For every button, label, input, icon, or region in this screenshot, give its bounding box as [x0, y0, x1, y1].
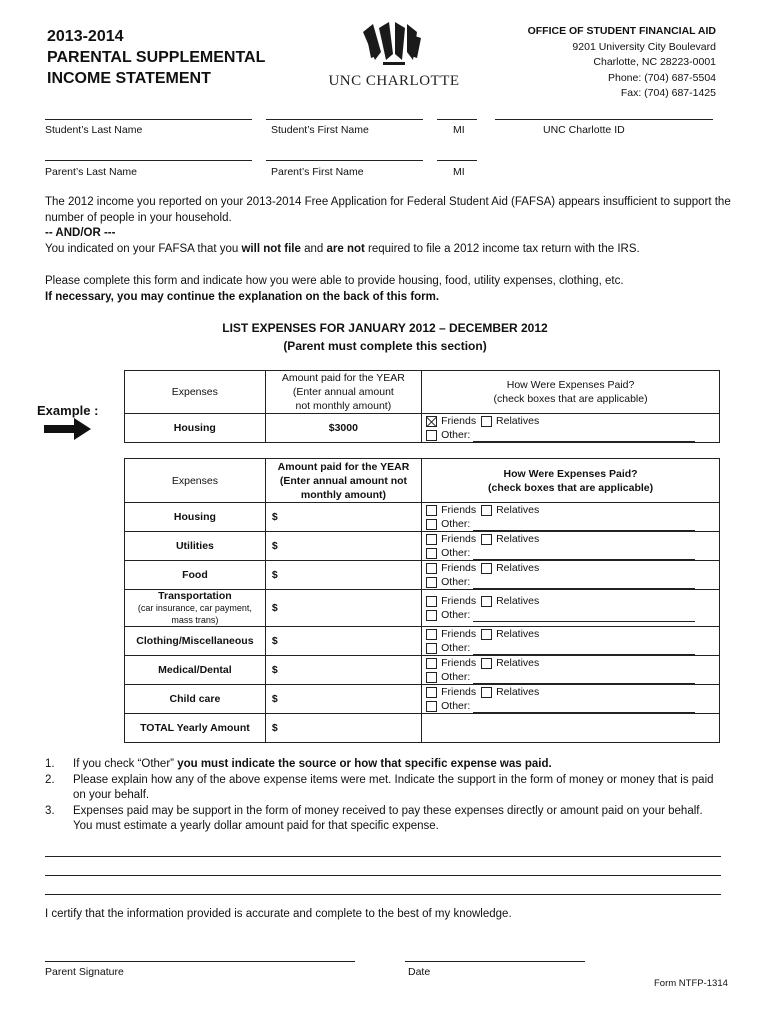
example-row-amount: $3000	[265, 414, 422, 443]
other-label: Other:	[441, 609, 471, 621]
relatives-label: Relatives	[496, 595, 540, 607]
student-id-field[interactable]	[495, 119, 713, 120]
header-amount: Amount paid for the YEAR (Enter annual amount not monthly amount)	[265, 459, 421, 503]
other-input[interactable]	[473, 672, 695, 684]
explanation-line-3[interactable]	[45, 894, 721, 895]
payment-source-cell	[422, 685, 720, 714]
amount-input[interactable]: $	[265, 656, 421, 685]
other-label: Other:	[441, 576, 471, 588]
explanation-line-1[interactable]	[45, 856, 721, 857]
expense-name-cell	[125, 656, 266, 685]
student-mi-label: MI	[453, 124, 465, 136]
amount-input[interactable]: $	[265, 503, 421, 532]
intro-paragraph-4: If necessary, you may continue the explanation on the back of this form.	[45, 290, 440, 303]
parent-signature-field[interactable]	[45, 961, 355, 962]
instruction-list	[45, 757, 725, 835]
expense-row	[125, 503, 720, 532]
parent-mi-label: MI	[453, 166, 465, 178]
friends-checkbox[interactable]	[426, 687, 437, 698]
friends-label: Friends	[441, 686, 477, 698]
section-heading-1: LIST EXPENSES FOR JANUARY 2012 – DECEMBER 2012	[222, 321, 548, 335]
other-checkbox[interactable]	[426, 672, 437, 683]
friends-label: Friends	[441, 628, 477, 640]
expense-row	[125, 656, 720, 685]
section-heading	[0, 319, 770, 355]
relatives-checkbox[interactable]	[481, 687, 492, 698]
other-checkbox[interactable]	[426, 519, 437, 530]
parent-first-name-label: Parent’s First Name	[271, 166, 364, 178]
other-input[interactable]	[473, 643, 695, 655]
unc-charlotte-logo	[324, 22, 464, 90]
expense-subtext: (car insurance, car payment, mass trans)	[137, 603, 252, 625]
payment-source-cell	[422, 590, 720, 627]
example-table	[124, 370, 720, 443]
relatives-checkbox[interactable]	[481, 658, 492, 669]
title-line-3: INCOME STATEMENT	[47, 70, 211, 87]
example-header-paid: How Were Expenses Paid? (check boxes that are applicable)	[422, 371, 720, 414]
example-arrow	[44, 417, 92, 446]
instruction-3: 3. Expenses paid may be support in the form of money received to pay these expenses directly or amount paid on your behalf. You must estimate a yearly dollar amount paid for that specific expense.	[45, 804, 703, 832]
explanation-line-2[interactable]	[45, 875, 721, 876]
friends-label: Friends	[441, 562, 477, 574]
total-empty-cell	[422, 714, 720, 743]
expense-name-cell	[125, 532, 266, 561]
example-other-checkbox	[426, 430, 437, 441]
amount-input[interactable]: $	[265, 685, 421, 714]
amount-input[interactable]: $	[265, 590, 421, 627]
other-label: Other:	[441, 547, 471, 559]
instruction-1: 1. If you check “Other” you must indicate the source or how that specific expense was paid.	[45, 758, 552, 770]
intro-paragraph-1: The 2012 income you reported on your 2013-2014 Free Application for Federal Student Aid (FAFSA) appears insufficient to support the number of people in your household.	[45, 196, 731, 224]
expense-name-cell	[125, 590, 266, 627]
expense-name: Utilities	[175, 540, 214, 552]
date-field[interactable]	[405, 961, 585, 962]
expense-name: Child care	[169, 693, 221, 705]
other-input[interactable]	[473, 548, 695, 560]
certification-statement: I certify that the information provided is accurate and complete to the best of my knowledge.	[45, 908, 512, 920]
student-first-name-label: Student’s First Name	[271, 124, 369, 136]
other-input[interactable]	[473, 519, 695, 531]
office-address	[528, 24, 716, 102]
student-last-name-label: Student’s Last Name	[45, 124, 143, 136]
payment-source-cell	[422, 503, 720, 532]
relatives-checkbox[interactable]	[481, 534, 492, 545]
expense-name: Transportation	[158, 590, 232, 602]
expense-name-cell	[125, 561, 266, 590]
form-title	[47, 26, 265, 89]
example-row-expense: Housing	[125, 414, 266, 443]
student-last-name-field[interactable]	[45, 119, 252, 120]
date-label: Date	[408, 966, 431, 978]
payment-source-cell	[422, 561, 720, 590]
payment-source-cell	[422, 627, 720, 656]
header-expenses: Expenses	[125, 459, 266, 503]
other-checkbox[interactable]	[426, 577, 437, 588]
office-address2: Charlotte, NC 28223-0001	[593, 56, 716, 68]
intro-text	[45, 195, 735, 257]
expense-name: Medical/Dental	[158, 664, 232, 676]
expense-row	[125, 627, 720, 656]
section-heading-2: (Parent must complete this section)	[283, 339, 487, 353]
example-header-amount: Amount paid for the YEAR (Enter annual amount not monthly amount)	[265, 371, 422, 414]
expense-name: Clothing/Miscellaneous	[136, 635, 254, 647]
student-mi-field[interactable]	[437, 119, 477, 120]
right-arrow-icon	[44, 417, 92, 441]
example-header-expenses: Expenses	[125, 371, 266, 414]
expense-row	[125, 685, 720, 714]
friends-label: Friends	[441, 595, 477, 607]
expense-row	[125, 590, 720, 627]
crown-logo-icon	[359, 22, 429, 66]
expense-name: Housing	[173, 511, 216, 523]
relatives-label: Relatives	[496, 686, 540, 698]
other-label: Other:	[441, 642, 471, 654]
expense-row	[125, 561, 720, 590]
example-label: Example :	[37, 403, 99, 418]
expenses-table	[124, 458, 720, 743]
expense-name-cell	[125, 685, 266, 714]
expense-row	[125, 532, 720, 561]
total-amount-input[interactable]: $	[265, 714, 421, 743]
other-checkbox[interactable]	[426, 643, 437, 654]
payment-source-cell	[422, 532, 720, 561]
logo-text: UNC CHARLOTTE	[328, 73, 460, 89]
example-friends-checkbox	[426, 416, 437, 427]
form-number: Form NTFP-1314	[654, 978, 728, 989]
relatives-label: Relatives	[496, 657, 540, 669]
other-label: Other:	[441, 700, 471, 712]
office-name: OFFICE OF STUDENT FINANCIAL AID	[527, 25, 716, 37]
example-relatives-checkbox	[481, 416, 492, 427]
and-or-text: -- AND/OR ---	[45, 227, 116, 239]
expense-name: Food	[182, 569, 208, 581]
parent-mi-field[interactable]	[437, 160, 477, 161]
friends-label: Friends	[441, 533, 477, 545]
other-label: Other:	[441, 518, 471, 530]
header-paid: How Were Expenses Paid? (check boxes that are applicable)	[422, 459, 720, 503]
intro-paragraph-2: You indicated on your FAFSA that you will not file and are not required to file a 2012 income tax return with the IRS.	[45, 242, 640, 255]
office-address1: 9201 University City Boulevard	[572, 40, 716, 53]
friends-checkbox[interactable]	[426, 534, 437, 545]
relatives-label: Relatives	[496, 533, 540, 545]
example-row-paid: Friends Relatives Other:	[422, 414, 720, 443]
title-year: 2013-2014	[47, 28, 124, 45]
intro-paragraph-3: Please complete this form and indicate how you were able to provide housing, food, utility expenses, clothing, etc.	[45, 275, 624, 287]
amount-input[interactable]: $	[265, 627, 421, 656]
relatives-checkbox[interactable]	[481, 629, 492, 640]
relatives-label: Relatives	[496, 504, 540, 516]
friends-checkbox[interactable]	[426, 505, 437, 516]
student-first-name-field[interactable]	[266, 119, 423, 120]
relatives-checkbox[interactable]	[481, 563, 492, 574]
relatives-checkbox[interactable]	[481, 505, 492, 516]
other-input[interactable]	[473, 701, 695, 713]
instruction-2: 2. Please explain how any of the above expense items were met. Indicate the support in the form of money or money that is paid on your behalf.	[45, 773, 714, 801]
friends-checkbox[interactable]	[426, 596, 437, 607]
friends-label: Friends	[441, 657, 477, 669]
instructions-intro	[45, 274, 735, 305]
parent-signature-label: Parent Signature	[45, 966, 124, 978]
other-checkbox[interactable]	[426, 548, 437, 559]
amount-input[interactable]: $	[265, 532, 421, 561]
friends-checkbox[interactable]	[426, 563, 437, 574]
friends-checkbox[interactable]	[426, 629, 437, 640]
other-input[interactable]	[473, 577, 695, 589]
relatives-label: Relatives	[496, 628, 540, 640]
relatives-checkbox[interactable]	[481, 596, 492, 607]
friends-checkbox[interactable]	[426, 658, 437, 669]
expense-name-cell	[125, 627, 266, 656]
parent-last-name-label: Parent’s Last Name	[45, 166, 138, 178]
amount-input[interactable]: $	[265, 561, 421, 590]
title-line-2: PARENTAL SUPPLEMENTAL	[47, 49, 266, 66]
parent-last-name-field[interactable]	[45, 160, 252, 161]
other-checkbox[interactable]	[426, 610, 437, 621]
office-fax: Fax: (704) 687-1425	[620, 87, 716, 99]
parent-first-name-field[interactable]	[266, 160, 423, 161]
unc-id-label: UNC Charlotte ID	[543, 124, 625, 136]
relatives-label: Relatives	[496, 562, 540, 574]
other-input[interactable]	[473, 610, 695, 622]
expense-name-cell	[125, 503, 266, 532]
other-checkbox[interactable]	[426, 701, 437, 712]
total-label: TOTAL Yearly Amount	[125, 714, 266, 743]
payment-source-cell	[422, 656, 720, 685]
friends-label: Friends	[441, 504, 477, 516]
other-label: Other:	[441, 671, 471, 683]
office-phone: Phone: (704) 687-5504	[608, 71, 716, 84]
